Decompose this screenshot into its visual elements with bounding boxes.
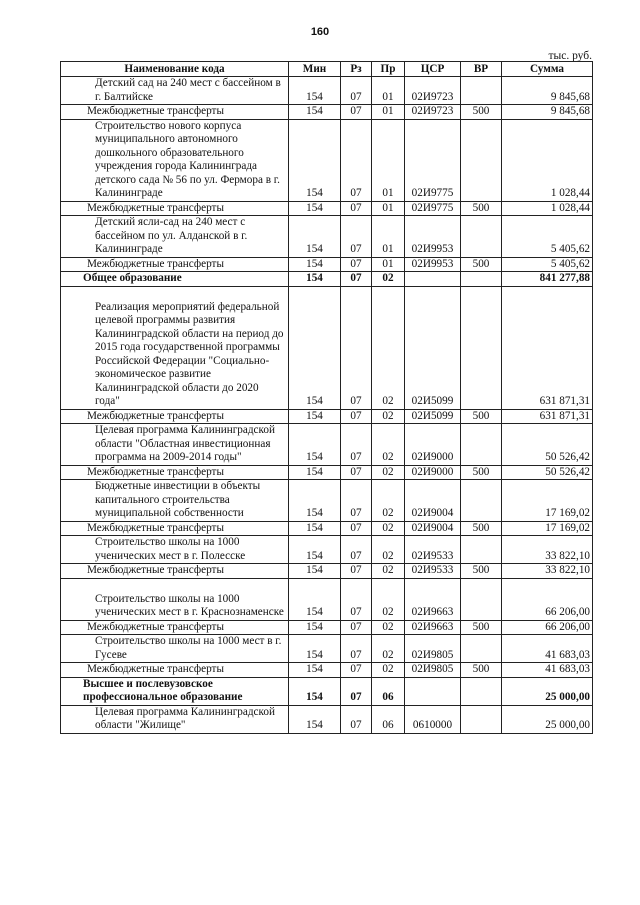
cell-vr xyxy=(461,705,502,733)
cell-csr: 02И9723 xyxy=(405,105,461,120)
cell-vr xyxy=(461,286,502,409)
cell-sum: 5 405,62 xyxy=(502,216,593,258)
cell-pr: 02 xyxy=(372,424,405,466)
cell-min: 154 xyxy=(289,286,341,409)
cell-rz: 07 xyxy=(341,465,372,480)
cell-min: 154 xyxy=(289,663,341,678)
cell-min: 154 xyxy=(289,272,341,287)
cell-min: 154 xyxy=(289,480,341,522)
cell-name: Межбюджетные трансферты xyxy=(61,105,289,120)
header-csr: ЦСР xyxy=(405,62,461,77)
cell-rz: 07 xyxy=(341,286,372,409)
cell-rz: 07 xyxy=(341,677,372,705)
table-row xyxy=(61,635,593,663)
table-row xyxy=(61,480,593,522)
cell-vr xyxy=(461,536,502,564)
table-row xyxy=(61,216,593,258)
cell-min: 154 xyxy=(289,409,341,424)
cell-pr: 06 xyxy=(372,705,405,733)
cell-rz: 07 xyxy=(341,272,372,287)
cell-rz: 07 xyxy=(341,635,372,663)
cell-vr xyxy=(461,216,502,258)
cell-csr: 02И9775 xyxy=(405,201,461,216)
cell-csr: 02И5099 xyxy=(405,286,461,409)
table-row xyxy=(61,201,593,216)
cell-csr: 02И9953 xyxy=(405,216,461,258)
cell-name: Строительство нового корпуса муниципального автономного дошкольного образовательного учреждения города Калининграда детского сада № 56 по ул. Фермора в г. Калининграде xyxy=(61,119,289,201)
cell-min: 154 xyxy=(289,635,341,663)
header-sum: Сумма xyxy=(502,62,593,77)
table-row xyxy=(61,620,593,635)
cell-name: Межбюджетные трансферты xyxy=(61,201,289,216)
cell-pr: 06 xyxy=(372,677,405,705)
cell-pr: 02 xyxy=(372,465,405,480)
cell-pr: 02 xyxy=(372,663,405,678)
table-row xyxy=(61,705,593,733)
cell-vr xyxy=(461,119,502,201)
cell-name: Реализация мероприятий федеральной целевой программы развития Калининградской области на период до 2015 года государственной программы Российской Федерации "Социально-экономическое развитие Калининградской области до 2020 года" xyxy=(61,286,289,409)
cell-sum: 41 683,03 xyxy=(502,663,593,678)
cell-csr: 02И9000 xyxy=(405,424,461,466)
cell-rz: 07 xyxy=(341,521,372,536)
table-row xyxy=(61,578,593,620)
cell-min: 154 xyxy=(289,216,341,258)
cell-sum: 66 206,00 xyxy=(502,578,593,620)
cell-sum: 1 028,44 xyxy=(502,201,593,216)
cell-pr: 01 xyxy=(372,119,405,201)
table-row xyxy=(61,663,593,678)
cell-pr: 02 xyxy=(372,536,405,564)
cell-pr: 02 xyxy=(372,635,405,663)
cell-pr: 02 xyxy=(372,480,405,522)
cell-name: Детский ясли-сад на 240 мест с бассейном по ул. Алданской в г. Калининграде xyxy=(61,216,289,258)
cell-pr: 02 xyxy=(372,521,405,536)
table-row xyxy=(61,119,593,201)
cell-sum: 1 028,44 xyxy=(502,119,593,201)
cell-vr xyxy=(461,77,502,105)
cell-sum: 25 000,00 xyxy=(502,677,593,705)
cell-pr: 02 xyxy=(372,409,405,424)
table-row xyxy=(61,77,593,105)
cell-vr: 500 xyxy=(461,620,502,635)
header-pr: Пр xyxy=(372,62,405,77)
cell-pr: 01 xyxy=(372,257,405,272)
table-header-row xyxy=(61,62,593,77)
budget-table xyxy=(60,61,593,734)
cell-name: Межбюджетные трансферты xyxy=(61,620,289,635)
cell-sum: 9 845,68 xyxy=(502,77,593,105)
cell-rz: 07 xyxy=(341,216,372,258)
cell-min: 154 xyxy=(289,705,341,733)
cell-name: Бюджетные инвестиции в объекты капитального строительства муниципальной собственности xyxy=(61,480,289,522)
cell-pr: 02 xyxy=(372,620,405,635)
cell-csr: 02И9000 xyxy=(405,465,461,480)
cell-vr: 500 xyxy=(461,465,502,480)
cell-name: Строительство школы на 1000 мест в г. Гусеве xyxy=(61,635,289,663)
table-row xyxy=(61,564,593,579)
cell-name: Общее образование xyxy=(61,272,289,287)
cell-vr xyxy=(461,635,502,663)
table-row xyxy=(61,257,593,272)
cell-min: 154 xyxy=(289,465,341,480)
cell-sum: 5 405,62 xyxy=(502,257,593,272)
cell-csr: 02И5099 xyxy=(405,409,461,424)
table-row xyxy=(61,536,593,564)
header-min: Мин xyxy=(289,62,341,77)
cell-vr xyxy=(461,272,502,287)
cell-csr: 02И9805 xyxy=(405,663,461,678)
cell-name: Межбюджетные трансферты xyxy=(61,663,289,678)
cell-csr xyxy=(405,272,461,287)
table-row xyxy=(61,521,593,536)
cell-pr: 01 xyxy=(372,201,405,216)
cell-csr: 02И9663 xyxy=(405,578,461,620)
header-rz: Рз xyxy=(341,62,372,77)
cell-vr: 500 xyxy=(461,105,502,120)
units-label: тыс. руб. xyxy=(548,50,592,62)
cell-pr: 01 xyxy=(372,216,405,258)
table-row xyxy=(61,677,593,705)
cell-name: Межбюджетные трансферты xyxy=(61,564,289,579)
cell-name: Строительство школы на 1000 ученических мест в г. Полесске xyxy=(61,536,289,564)
cell-csr: 02И9775 xyxy=(405,119,461,201)
cell-rz: 07 xyxy=(341,201,372,216)
header-vr: ВР xyxy=(461,62,502,77)
cell-rz: 07 xyxy=(341,119,372,201)
cell-min: 154 xyxy=(289,119,341,201)
table-row xyxy=(61,272,593,287)
cell-name: Целевая программа Калининградской области "Жилище" xyxy=(61,705,289,733)
cell-vr xyxy=(461,480,502,522)
cell-rz: 07 xyxy=(341,620,372,635)
table-row xyxy=(61,424,593,466)
cell-pr: 02 xyxy=(372,564,405,579)
cell-rz: 07 xyxy=(341,257,372,272)
header-name: Наименование кода xyxy=(61,62,289,77)
cell-min: 154 xyxy=(289,105,341,120)
cell-sum: 631 871,31 xyxy=(502,409,593,424)
cell-rz: 07 xyxy=(341,409,372,424)
cell-vr: 500 xyxy=(461,564,502,579)
cell-csr xyxy=(405,677,461,705)
cell-vr: 500 xyxy=(461,201,502,216)
cell-pr: 02 xyxy=(372,272,405,287)
cell-min: 154 xyxy=(289,257,341,272)
cell-sum: 50 526,42 xyxy=(502,424,593,466)
cell-rz: 07 xyxy=(341,663,372,678)
cell-csr: 0610000 xyxy=(405,705,461,733)
cell-min: 154 xyxy=(289,564,341,579)
cell-csr: 02И9663 xyxy=(405,620,461,635)
cell-rz: 07 xyxy=(341,705,372,733)
cell-csr: 02И9533 xyxy=(405,564,461,579)
cell-vr: 500 xyxy=(461,409,502,424)
cell-name: Строительство школы на 1000 ученических мест в г. Краснознаменске xyxy=(61,578,289,620)
cell-vr: 500 xyxy=(461,663,502,678)
cell-rz: 07 xyxy=(341,77,372,105)
table-row xyxy=(61,409,593,424)
cell-vr xyxy=(461,424,502,466)
cell-rz: 07 xyxy=(341,424,372,466)
cell-name: Межбюджетные трансферты xyxy=(61,409,289,424)
cell-csr: 02И9533 xyxy=(405,536,461,564)
cell-sum: 33 822,10 xyxy=(502,536,593,564)
cell-sum: 17 169,02 xyxy=(502,480,593,522)
cell-vr xyxy=(461,578,502,620)
cell-name: Высшее и послевузовское профессиональное образование xyxy=(61,677,289,705)
cell-min: 154 xyxy=(289,77,341,105)
cell-pr: 01 xyxy=(372,77,405,105)
cell-vr: 500 xyxy=(461,257,502,272)
page-number: 160 xyxy=(310,26,330,38)
cell-rz: 07 xyxy=(341,578,372,620)
cell-pr: 01 xyxy=(372,105,405,120)
cell-sum: 17 169,02 xyxy=(502,521,593,536)
cell-sum: 25 000,00 xyxy=(502,705,593,733)
cell-min: 154 xyxy=(289,578,341,620)
cell-min: 154 xyxy=(289,536,341,564)
cell-csr: 02И9723 xyxy=(405,77,461,105)
cell-rz: 07 xyxy=(341,536,372,564)
cell-name: Межбюджетные трансферты xyxy=(61,257,289,272)
cell-csr: 02И9953 xyxy=(405,257,461,272)
cell-rz: 07 xyxy=(341,564,372,579)
table-row xyxy=(61,465,593,480)
cell-min: 154 xyxy=(289,521,341,536)
table-row xyxy=(61,105,593,120)
cell-min: 154 xyxy=(289,677,341,705)
cell-min: 154 xyxy=(289,424,341,466)
cell-min: 154 xyxy=(289,620,341,635)
cell-csr: 02И9004 xyxy=(405,521,461,536)
cell-vr: 500 xyxy=(461,521,502,536)
cell-min: 154 xyxy=(289,201,341,216)
cell-sum: 9 845,68 xyxy=(502,105,593,120)
cell-name: Межбюджетные трансферты xyxy=(61,465,289,480)
cell-name: Детский сад на 240 мест с бассейном в г. Балтийске xyxy=(61,77,289,105)
cell-name: Межбюджетные трансферты xyxy=(61,521,289,536)
cell-sum: 841 277,88 xyxy=(502,272,593,287)
cell-pr: 02 xyxy=(372,578,405,620)
cell-sum: 50 526,42 xyxy=(502,465,593,480)
cell-rz: 07 xyxy=(341,105,372,120)
cell-sum: 631 871,31 xyxy=(502,286,593,409)
cell-csr: 02И9805 xyxy=(405,635,461,663)
cell-rz: 07 xyxy=(341,480,372,522)
table-row xyxy=(61,286,593,409)
cell-sum: 66 206,00 xyxy=(502,620,593,635)
cell-csr: 02И9004 xyxy=(405,480,461,522)
cell-sum: 33 822,10 xyxy=(502,564,593,579)
cell-sum: 41 683,03 xyxy=(502,635,593,663)
cell-name: Целевая программа Калининградской области "Областная инвестиционная программа на 2009-2014 годы" xyxy=(61,424,289,466)
cell-vr xyxy=(461,677,502,705)
cell-pr: 02 xyxy=(372,286,405,409)
